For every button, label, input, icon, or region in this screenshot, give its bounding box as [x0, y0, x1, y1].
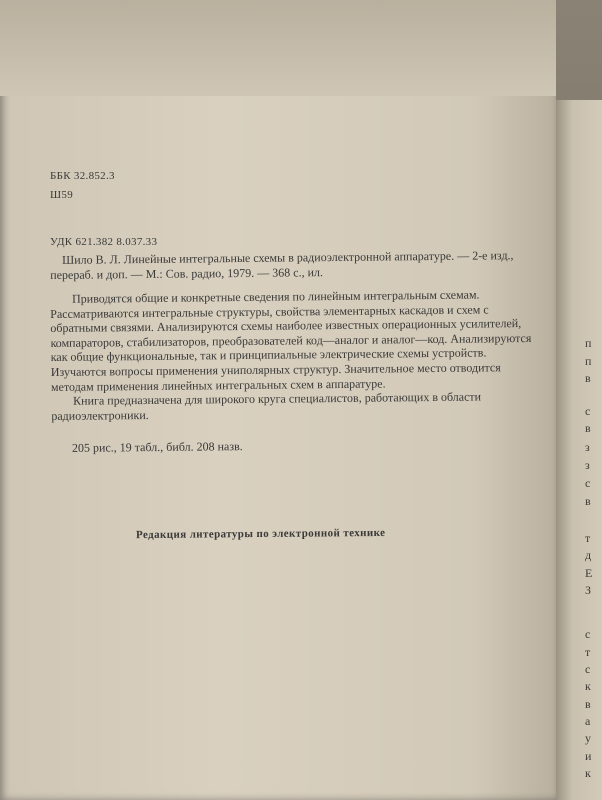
bibliographic-citation: [50, 248, 548, 283]
page-top-shadow: [0, 0, 556, 96]
facing-page-letter: в: [585, 421, 591, 435]
facing-page-letter: з: [585, 440, 590, 454]
citation-text: Шило В. Л. Линейные интегральные схемы в радиоэлектронной аппаратуре. — 2-е изд., перераб. и доп. — М.: Сов. радио, 1979. — 368 с., ил.: [50, 248, 514, 282]
editorial-office: Редакция литературы по электронной технике: [135, 526, 386, 542]
udk-code: УДК 621.382 8.037.33: [50, 236, 158, 248]
facing-page-letter: п: [585, 336, 592, 350]
facing-page-letter: с: [585, 662, 591, 676]
facing-page-letter: т: [585, 531, 591, 545]
facing-page-letter: с: [585, 476, 591, 490]
abstract-paragraph-1: Приводятся общие и конкретные сведения по линейным интегральным схемам. Рассматриваются интегральные структуры, свойства элементарных каскадов и схем с обратными связями. Анализируются схемы наиболее известных операционных усилителей, компараторов, стабилизаторов, преобразователей код—аналог и аналог—код. Анализируются как общие функциональные, так и принципиальные электрические схемы устройств. Изучаются вопросы применения униполярных структур. Значительное место отводится методам применения линейных интегральных схем в аппаратуре.: [50, 287, 532, 394]
facing-page-edge: [556, 100, 602, 800]
facing-page-letter: с: [585, 627, 591, 641]
facing-page-letter: и: [585, 749, 592, 763]
facing-page-letter: к: [585, 766, 591, 780]
facing-page-letter: д: [585, 548, 592, 562]
illustration-counts: 205 рис., 19 табл., библ. 208 назв.: [71, 439, 243, 455]
facing-page-letter: Е: [585, 566, 593, 580]
author-mark: Ш59: [50, 189, 73, 201]
facing-page-letter: к: [585, 679, 591, 693]
facing-page-letter: п: [585, 354, 592, 368]
facing-page-letter: у: [585, 731, 591, 745]
facing-page-letter: в: [585, 697, 591, 711]
facing-page-letter: в: [585, 371, 591, 385]
facing-page-letter: З: [585, 583, 592, 597]
facing-page-letter: а: [585, 714, 591, 728]
abstract: [50, 287, 543, 423]
bbk-code: ББК 32.852.3: [50, 170, 115, 182]
facing-page-letter: з: [585, 458, 590, 472]
facing-page-letter: т: [585, 645, 591, 659]
abstract-paragraph-2: Книга предназначена для широкого круга специалистов, работающих в области радиоэлектроники.: [51, 389, 482, 423]
facing-page-letter: с: [585, 404, 591, 418]
facing-page-letter: в: [585, 494, 591, 508]
